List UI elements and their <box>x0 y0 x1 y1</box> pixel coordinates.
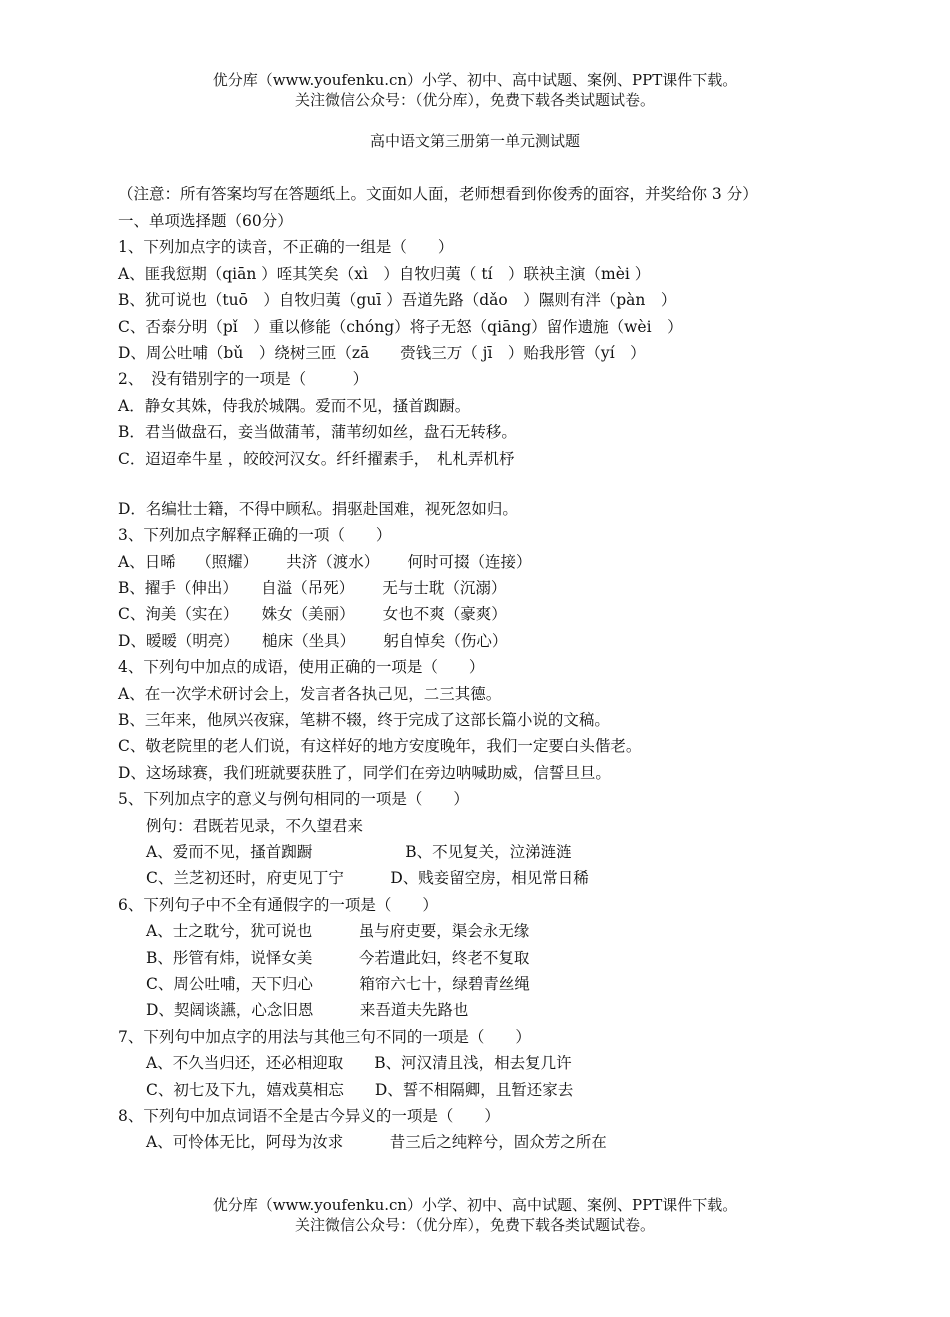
option-a: A、日晞 （照耀） 共济（渡水） 何时可掇（连接） <box>118 552 532 571</box>
options-c-d: C、兰芝初还时，府吏见丁宁 D、贱妾留空房，相见常日稀 <box>146 869 589 888</box>
option-b: B．君当做盘石，妾当做蒲苇，蒲苇纫如丝，盘石无转移。 <box>118 423 517 442</box>
exam-content <box>118 182 838 1156</box>
option-b: B、三年来，他夙兴夜寐，笔耕不辍，终于完成了这部长篇小说的文稿。 <box>118 711 610 730</box>
notice: （注意：所有答案均写在答题纸上。文面如人面，老师想看到你俊秀的面容，并奖给你 3 分） <box>118 185 758 203</box>
question-stem: 6、下列句子中不全有通假字的一项是（ ） <box>118 895 438 914</box>
options-c-d: C、初七及下九，嬉戏莫相忘 D、誓不相隔卿，且暂还家去 <box>146 1080 574 1099</box>
question-5 <box>118 786 838 892</box>
question-stem: 8、下列句中加点词语不全是古今异义的一项是（ ） <box>118 1106 500 1125</box>
option-a: A．静女其姝，侍我於城隅。爱而不见，搔首踟蹰。 <box>118 396 471 415</box>
option-c: C、洵美（实在） 姝女（美丽） 女也不爽（豪爽） <box>118 605 507 624</box>
question-stem: 1、下列加点字的读音，不正确的一组是（ ） <box>118 238 454 257</box>
header-line-2: 关注微信公众号：（优分库），免费下载各类试题试卷。 <box>294 91 655 109</box>
option-a: A、士之耽兮，犹可说也 虽与府吏要，渠会永无缘 <box>146 922 530 941</box>
footer-line-2: 关注微信公众号：（优分库），免费下载各类试题试卷。 <box>294 1216 655 1234</box>
question-stem: 7、下列句中加点字的用法与其他三句不同的一项是（ ） <box>118 1027 531 1046</box>
option-c: C、周公吐哺，天下归心 箱帘六七十，绿碧青丝绳 <box>146 974 530 993</box>
option-d: D、契阔谈讌，心念旧恩 来吾道夫先路也 <box>146 1001 469 1020</box>
option-c: C、敬老院里的老人们说，有这样好的地方安度晚年，我们一定要白头偕老。 <box>118 737 642 756</box>
footer-line-1: 优分库（www.youfenku.cn）小学、初中、高中试题、案例、PPT课件下载。 <box>212 1196 738 1214</box>
question-8 <box>118 1103 838 1156</box>
document-title: 高中语文第三册第一单元测试题 <box>369 132 580 150</box>
option-d: D、暧暧（明亮） 槌床（坐具） 躬自悼矣（伤心） <box>118 631 508 650</box>
question-2 <box>118 366 838 522</box>
options-a-b: A、爱而不见，搔首踟蹰 B、不见复关，泣涕涟涟 <box>146 842 572 861</box>
question-4 <box>118 654 838 786</box>
question-stem: 2、 没有错别字的一项是（ ） <box>118 370 369 389</box>
option-c: C．迢迢牵牛星 ，皎皎河汉女。纤纤擢素手， 札札弄机杼 <box>118 449 515 468</box>
option-d: D、周公吐哺（bǔ ）绕树三匝（zā 赍钱三万（ jī ）贻我彤管（yí ） <box>118 343 646 362</box>
option-b: B、擢手（伸出） 自溢（吊死） 无与士耽（沉溺） <box>118 579 507 598</box>
spacer <box>118 472 838 496</box>
option-a: A、匪我愆期（qiān ）咥其笑矣（xì ）自牧归荑（ tí ）联袂主演（mèi ） <box>118 264 651 283</box>
question-stem: 4、下列句中加点的成语，使用正确的一项是（ ） <box>118 658 485 677</box>
option-d: D．名编壮士籍，不得中顾私。捐驱赴国难，视死忽如归。 <box>118 499 518 518</box>
option-b: B、彤管有炜，说怿女美 今若遣此妇，终老不复取 <box>146 948 530 967</box>
question-6 <box>118 892 838 1024</box>
question-7 <box>118 1024 838 1103</box>
section-heading: 一、单项选择题（60分） <box>118 212 293 230</box>
option-c: C、否泰分明（pǐ ）重以修能（chóng）将子无怒（qiāng）留作遗施（wèi ） <box>118 317 683 336</box>
question-stem: 5、下列加点字的意义与例句相同的一项是（ ） <box>118 790 469 809</box>
example-sentence: 例句：君既若见录，不久望君来 <box>146 816 364 835</box>
question-stem: 3、下列加点字解释正确的一项（ ） <box>118 526 392 545</box>
page-footer <box>0 1195 950 1235</box>
header-line-1: 优分库（www.youfenku.cn）小学、初中、高中试题、案例、PPT课件下载。 <box>212 71 738 89</box>
page-header <box>0 70 950 110</box>
option-d: D、这场球赛，我们班就要获胜了，同学们在旁边呐喊助威，信誓旦旦。 <box>118 763 611 782</box>
options-a-b: A、不久当归还，还必相迎取 B、河汉清且浅，相去复几许 <box>146 1054 572 1073</box>
question-3 <box>118 522 838 654</box>
option-a: A、可怜体无比，阿母为汝求 昔三后之纯粹兮，固众芳之所在 <box>146 1133 607 1152</box>
option-b: B、犹可说也（tuō ）自牧归荑（guī ）吾道先路（dǎo ）隰则有泮（pàn ） <box>118 291 677 310</box>
option-a: A、在一次学术研讨会上，发言者各执己见，二三其德。 <box>118 684 502 703</box>
question-1 <box>118 234 838 366</box>
